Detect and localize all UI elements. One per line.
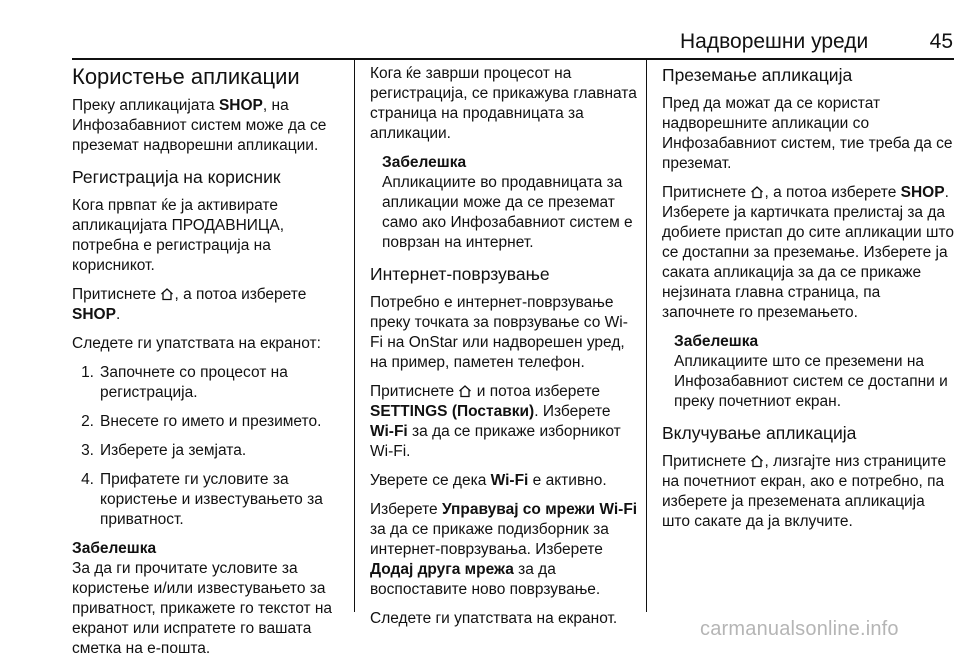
- note-title: Забелешка: [72, 540, 157, 557]
- home-icon: [458, 384, 472, 398]
- paragraph: Притиснете , а потоа изберете SHOP. Изберете ја картичката прелистај за да добиете пристап до сите апликации што се достапни за преземање. Изберете ја саката апликација за да се прикаже нејзината главна страница, па започнете го преземањето.: [662, 184, 954, 321]
- watermark: carmanualsonline.info: [700, 618, 899, 640]
- note-title: Забелешка: [674, 333, 759, 350]
- page-header-title: Надворешни уреди: [680, 30, 869, 53]
- home-icon: [160, 287, 174, 301]
- paragraph: Изберете Управувај со мрежи Wi-Fi за да се прикаже подизборник за интернет-поврзувања. Изберете Додај друга мрежа за да воспоставите ново поврзување.: [370, 501, 638, 598]
- home-icon: [750, 185, 764, 199]
- paragraph: Следете ги упатствата на екранот.: [370, 610, 618, 627]
- list-item: 3. Изберете ја земјата.: [81, 442, 247, 459]
- list-item: 4. Прифатете ги условите за користење и известувањето за приватност.: [81, 471, 323, 528]
- column-divider-1: [354, 60, 355, 612]
- registration-steps: [72, 363, 347, 530]
- note-title: Забелешка: [382, 154, 467, 171]
- list-item: 2. Внесете го името и презимето.: [81, 413, 322, 430]
- home-icon: [750, 454, 764, 468]
- paragraph: Кога првпат ќе ја активирате апликацијата ПРОДАВНИЦА, потребна е регистрација на корисникот.: [72, 197, 285, 274]
- section-heading-using-apps: Користење апликации: [72, 64, 300, 89]
- paragraph: Преку апликацијата SHOP, на Инфозабавниот систем може да се преземат надворешни апликации.: [72, 97, 327, 154]
- paragraph: Пред да можат да се користат надворешните апликации со Инфозабавниот систем, тие треба да се преземат.: [662, 95, 953, 172]
- column-2: [370, 64, 638, 638]
- page-number: 45: [929, 30, 953, 53]
- paragraph: Следете ги упатствата на екранот:: [72, 335, 321, 352]
- note-box: [370, 153, 638, 253]
- column-1: [72, 64, 347, 669]
- subheading-user-registration: Регистрација на корисник: [72, 167, 281, 187]
- note-box: [72, 539, 347, 659]
- header-divider: [72, 58, 954, 60]
- column-3: [662, 64, 954, 541]
- note-text: Апликациите во продавницата за апликации може да се преземат само ако Инфозабавниот систем е поврзан на интернет.: [382, 174, 633, 251]
- subheading-activate-app: Вклучување апликација: [662, 423, 857, 443]
- note-box: [662, 332, 954, 412]
- note-text: За да ги прочитате условите за користење и/или известувањето за приватност, прикажете го текстот на екранот или испратете го вашата сметка на е-пошта.: [72, 560, 333, 657]
- list-item: 1. Започнете со процесот на регистрација.: [81, 364, 288, 401]
- note-text: Апликациите што се преземени на Инфозабавниот систем се достапни и преку почетниот екран.: [674, 353, 948, 410]
- paragraph: Потребно е интернет-поврзување преку точката за поврзување со Wi-Fi на OnStar или надворешен уред, на пример, паметен телефон.: [370, 294, 628, 371]
- paragraph: Притиснете , а потоа изберете SHOP.: [72, 286, 307, 323]
- page-header: [680, 30, 953, 54]
- paragraph: Уверете се дека Wi-Fi е активно.: [370, 472, 607, 489]
- paragraph: Притиснете и потоа изберете SETTINGS (Поставки). Изберете Wi-Fi за да се прикаже изборникот Wi-Fi.: [370, 383, 621, 460]
- paragraph: Кога ќе заврши процесот на регистрација, се прикажува главната страница на продавницата за апликации.: [370, 65, 637, 142]
- paragraph: Притиснете , лизгајте низ страниците на почетниот екран, ако е потребно, па изберете ја преземената апликација што сакате да ја вклучите.: [662, 453, 947, 530]
- subheading-download-apps: Преземање апликација: [662, 65, 853, 85]
- column-divider-2: [646, 60, 647, 612]
- subheading-internet-connection: Интернет-поврзување: [370, 264, 550, 284]
